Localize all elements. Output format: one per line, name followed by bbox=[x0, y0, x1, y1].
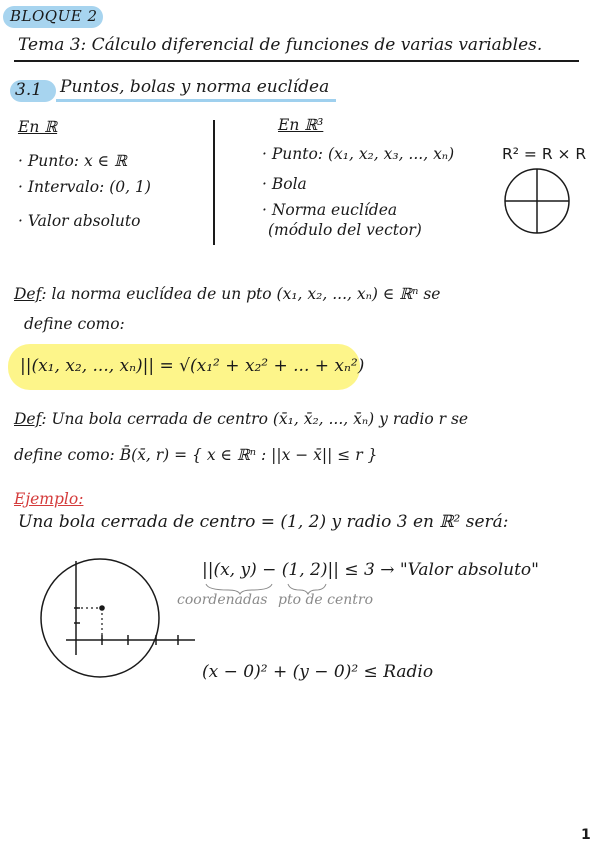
def2-text: : Una bola cerrada de centro (x̄₁, x̄₂, ..., x̄ₙ) y radio r se bbox=[41, 410, 469, 428]
def2-label: Def bbox=[14, 410, 42, 428]
def1-text2: define como: bbox=[24, 315, 125, 333]
ejemplo-label: Ejemplo: bbox=[14, 490, 84, 508]
tema-title: Tema 3: Cálculo diferencial de funciones de varias variables. bbox=[18, 35, 543, 55]
def1-line bbox=[14, 285, 440, 303]
def1-formula: ||(x₁, x₂, ..., xₙ)|| = √(x₁² + x₂² + ... + xₙ²) bbox=[20, 356, 365, 376]
left-item-intervalo: · Intervalo: (0, 1) bbox=[18, 178, 151, 196]
def2-line bbox=[14, 410, 468, 428]
circle-quadrants-diagram bbox=[502, 166, 572, 236]
tema-underline bbox=[14, 60, 579, 62]
def2-text2: define como: B̄(x̄, r) = { x ∈ ℝⁿ : ||x − x̄|| ≤ r } bbox=[14, 446, 378, 464]
ejemplo-final: (x − 0)² + (y − 0)² ≤ Radio bbox=[202, 662, 434, 682]
section-title-underline bbox=[56, 99, 336, 102]
page-number: 1 bbox=[581, 827, 591, 843]
def1-text: : la norma euclídea de un pto (x₁, x₂, ..., xₙ) ∈ ℝⁿ se bbox=[41, 285, 441, 303]
column-divider bbox=[213, 120, 215, 245]
right-item-bola: · Bola bbox=[262, 175, 307, 193]
right-item-norma: · Norma euclídea bbox=[262, 201, 398, 219]
left-item-valor-absoluto: · Valor absoluto bbox=[18, 212, 141, 230]
section-number: 3.1 bbox=[15, 80, 43, 100]
bloque-label: BLOQUE 2 bbox=[10, 7, 98, 25]
right-item-modulo: (módulo del vector) bbox=[268, 221, 422, 239]
ejemplo-inequality: ||(x, y) − (1, 2)|| ≤ 3 → "Valor absoluto" bbox=[202, 560, 539, 580]
annot-pto-centro: pto de centro bbox=[278, 592, 374, 608]
left-heading: En ℝ bbox=[18, 118, 58, 136]
ejemplo-text: Una bola cerrada de centro = (1, 2) y radio 3 en ℝ² será: bbox=[18, 512, 509, 532]
annot-coordenadas: coordenadas bbox=[177, 592, 268, 608]
ball-diagram bbox=[40, 555, 200, 685]
def1-label: Def bbox=[14, 285, 42, 303]
right-item-punto: · Punto: (x₁, x₂, x₃, ..., xₙ) bbox=[262, 145, 455, 163]
section-title: Puntos, bolas y norma euclídea bbox=[60, 77, 330, 97]
right-heading: En ℝ³ bbox=[278, 116, 324, 134]
left-item-punto: · Punto: x ∈ ℝ bbox=[18, 152, 127, 170]
r2-label: R² = R × R bbox=[502, 145, 587, 163]
